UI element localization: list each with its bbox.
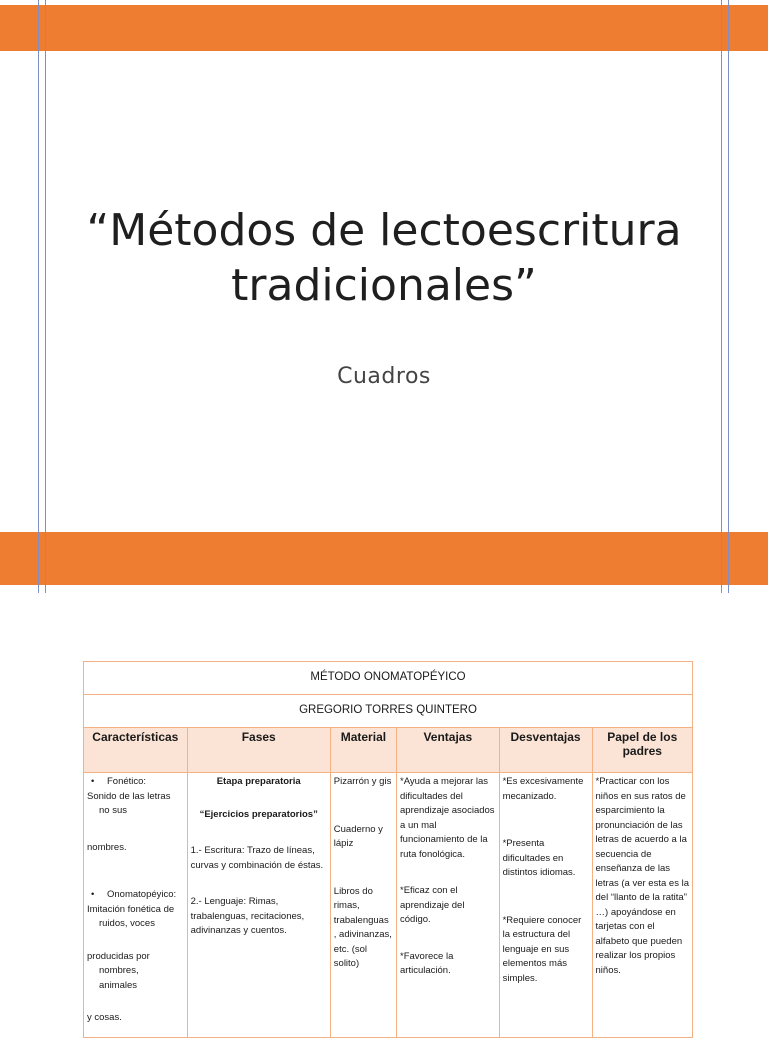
material-3: Libros do rimas, trabalenguas , adivinanzas, etc. (sol solito) (333, 885, 392, 969)
cell-caracteristicas (84, 773, 188, 1038)
header-papel-padres: Papel de los padres (592, 728, 692, 773)
fonetico-line1: Sonido de las letras (87, 790, 171, 802)
cell-fases (187, 773, 330, 1038)
cell-desventajas (499, 773, 592, 1038)
onoma-line1: Imitación fonética de (87, 903, 175, 915)
bottom-orange-band (0, 532, 768, 585)
material-1: Pizarrón y gis (333, 776, 392, 787)
ventaja-2: *Eficaz con el aprendizaje del código. (400, 885, 465, 925)
fase-1: 1.- Escritura: Trazo de líneas, curvas y combinación de éstas. (190, 845, 324, 871)
cell-material (330, 773, 396, 1038)
desventaja-3: *Requiere conocer la estructura del lenguaje en sus elementos más simples. (502, 914, 582, 984)
fase-etapa: Etapa preparatoria (216, 776, 301, 787)
cover-title (60, 203, 708, 313)
fase-ejercicios: “Ejercicios preparatorios” (199, 808, 318, 820)
cover-title-line2: tradicionales” (231, 260, 537, 311)
cover-subtitle: Cuadros (337, 364, 431, 389)
right-side-line-inner (721, 0, 722, 593)
onoma-line5: animales (99, 979, 138, 991)
header-fases: Fases (187, 728, 330, 773)
left-side-line (38, 0, 39, 593)
onoma-line4: nombres, (99, 965, 139, 976)
header-material: Material (330, 728, 396, 773)
cell-ventajas (397, 773, 500, 1038)
column-headers (84, 728, 693, 773)
desventaja-2: *Presenta dificultades en distintos idiomas. (502, 838, 576, 878)
onoma-title: Onomatopéyico: (107, 889, 177, 900)
table-title: MÉTODO ONOMATOPÉYICO (84, 662, 693, 695)
onoma-line6: y cosas. (87, 1012, 122, 1023)
material-2: Cuaderno y lápiz (333, 823, 383, 849)
padres-1: *Practicar con los niños en sus ratos de esparcimiento la pronunciación de las letras de acuerdo a la secuencia de enseñanza de las letras (a ver esta es la del “llanto de la ratita” …) apoyándose en tarjetas con el alfabeto que pueden realizar los propios niños. (595, 776, 689, 976)
header-caracteristicas: Características (84, 728, 188, 773)
ventaja-3: *Favorece la articulación. (400, 950, 454, 976)
right-side-line (728, 0, 729, 593)
fonetico-line3: nombres. (87, 841, 127, 853)
left-side-line-inner (45, 0, 46, 593)
desventaja-1: *Es excesivamente mecanizado. (502, 776, 584, 802)
cover-title-line1: “Métodos de lectoescritura (86, 205, 682, 256)
fonetico-title: Fonético: (107, 776, 147, 787)
fonetico-line2: no sus (99, 805, 127, 816)
header-desventajas: Desventajas (499, 728, 592, 773)
ventaja-1: *Ayuda a mejorar las dificultades del aprendizaje asociados a un mal funcionamiento de la ruta fonológica. (400, 776, 495, 860)
fase-2: 2.- Lenguaje: Rimas, trabalenguas, recitaciones, adivinanzas y cuentos. (190, 896, 305, 936)
header-ventajas: Ventajas (397, 728, 500, 773)
top-orange-band (0, 5, 768, 51)
cell-papel-padres (592, 773, 692, 1038)
table-row (84, 773, 693, 1038)
onoma-line3: producidas por (87, 950, 150, 962)
onoma-line2: ruidos, voces (99, 918, 155, 929)
metodo-table (83, 661, 693, 1038)
table-author: GREGORIO TORRES QUINTERO (84, 695, 693, 728)
